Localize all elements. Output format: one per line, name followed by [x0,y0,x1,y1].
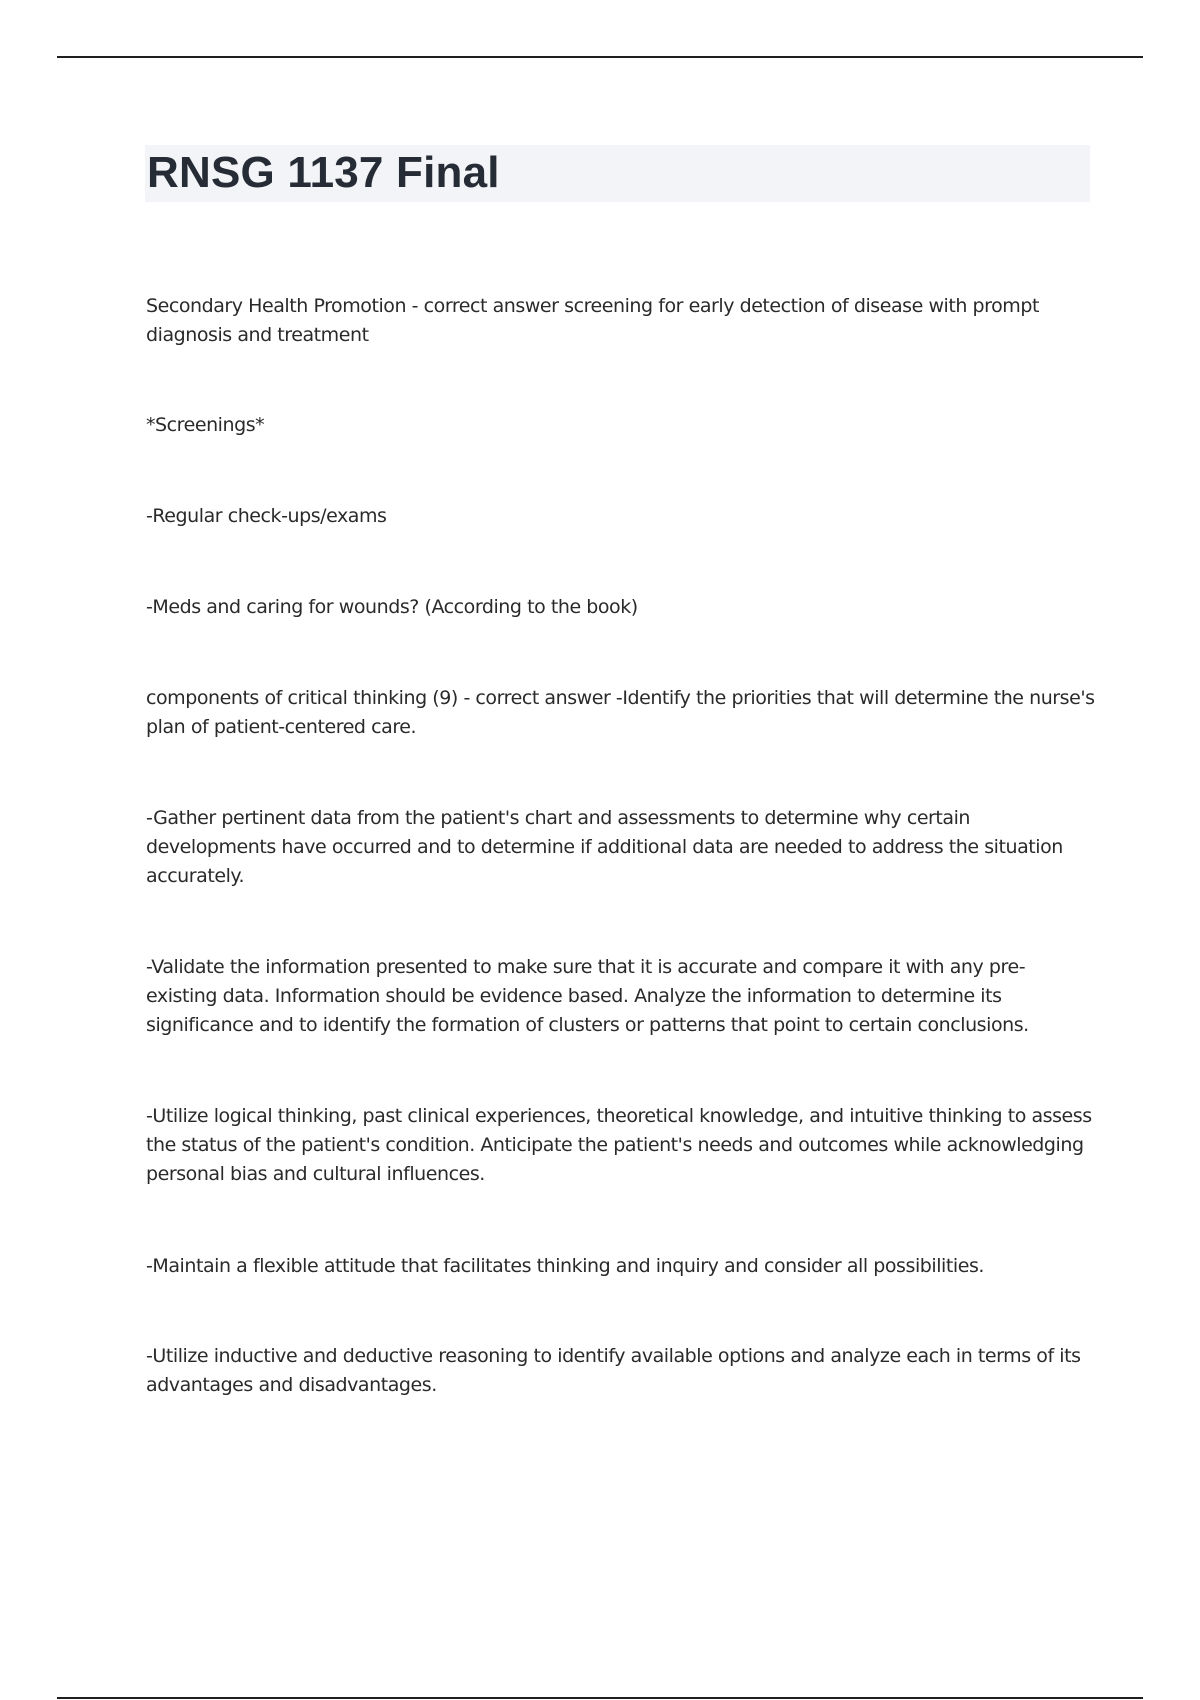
paragraph-logical-thinking: -Utilize logical thinking, past clinical experiences, theoretical knowledge, and intuitive thinking to assess the status of the patient's condition. Anticipate the patient's needs and outcomes while acknowledging personal bias and cultural influences. [146,1105,1092,1185]
paragraph-screenings: *Screenings* [146,414,265,436]
bottom-divider [57,1697,1143,1699]
paragraph-secondary-health-promotion: Secondary Health Promotion - correct answer screening for early detection of disease with prompt diagnosis and treatment [146,295,1039,346]
paragraph-inductive-deductive: -Utilize inductive and deductive reasoning to identify available options and analyze each in terms of its advantages and disadvantages. [146,1345,1081,1396]
top-divider [57,56,1143,58]
document-title: RNSG 1137 Final [147,148,500,197]
paragraph-meds-wounds: -Meds and caring for wounds? (According to the book) [146,596,638,618]
paragraph-flexible-attitude: -Maintain a flexible attitude that facilitates thinking and inquiry and consider all possibilities. [146,1255,984,1277]
paragraph-critical-thinking-components: components of critical thinking (9) - correct answer -Identify the priorities that will determine the nurse's plan of patient-centered care. [146,687,1095,738]
paragraph-gather-data: -Gather pertinent data from the patient's chart and assessments to determine why certain developments have occurred and to determine if additional data are needed to address the situation accurately. [146,807,1063,887]
paragraph-regular-checkups: -Regular check-ups/exams [146,505,387,527]
paragraph-validate-information: -Validate the information presented to make sure that it is accurate and compare it with any pre-existing data. Information should be evidence based. Analyze the information to determine its significance and to identify the formation of clusters or patterns that point to certain conclusions. [146,956,1029,1036]
